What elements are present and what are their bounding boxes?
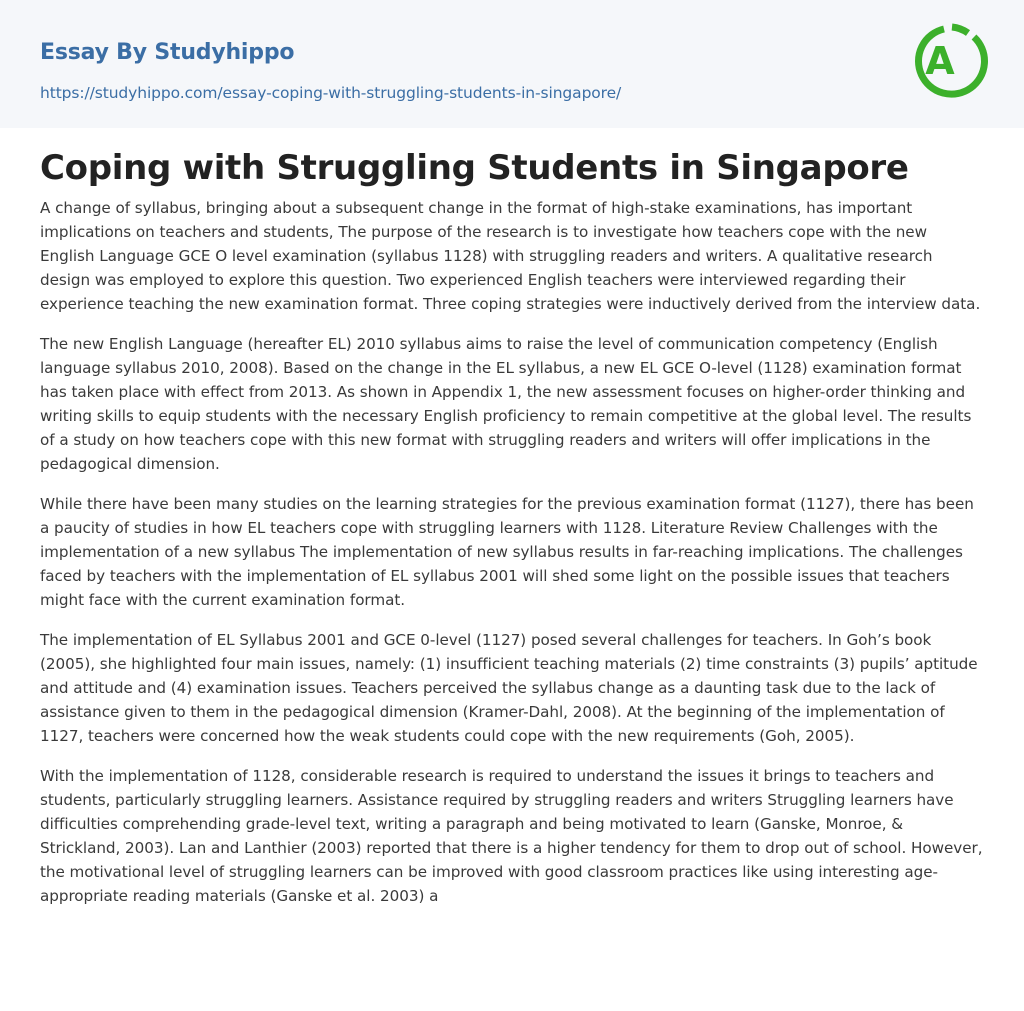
site-title[interactable]: Essay By Studyhippo <box>40 40 295 65</box>
essay-url-link[interactable]: https://studyhippo.com/essay-coping-with-struggling-students-in-singapore/ <box>40 84 622 102</box>
paragraph: A change of syllabus, bringing about a subsequent change in the format of high-stake examinations, has important implications on teachers and students, The purpose of the research is to investigate how teachers cope with the new English Language GCE O level examination (syllabus 1128) with struggling readers and writers. A qualitative research design was employed to explore this question. Two experienced English teachers were interviewed regarding their experience teaching the new examination format. Three coping strategies were inductively derived from the interview data. <box>40 199 981 313</box>
paragraph: While there have been many studies on the learning strategies for the previous examination format (1127), there has been a paucity of studies in how EL teachers cope with struggling learners with 1128. Literature Review Challenges with the implementation of a new syllabus The implementation of new syllabus results in far-reaching implications. The challenges faced by teachers with the implementation of EL syllabus 2001 will shed some light on the possible issues that teachers might face with the current examination format. <box>40 495 974 609</box>
paragraph: The new English Language (hereafter EL) 2010 syllabus aims to raise the level of communication competency (English language syllabus 2010, 2008). Based on the change in the EL syllabus, a new EL GCE O-level (1128) examination format has taken place with effect from 2013. As shown in Appendix 1, the new assessment focuses on higher-order thinking and writing skills to equip students with the necessary English proficiency to remain competitive at the global level. The results of a study on how teachers cope with this new format with struggling readers and writers will offer implications in the pedagogical dimension. <box>40 335 972 473</box>
logo-letter: A <box>925 39 955 83</box>
article <box>40 146 986 924</box>
paragraph: The implementation of EL Syllabus 2001 and GCE 0-level (1127) posed several challenges for teachers. In Goh’s book (2005), she highlighted four main issues, namely: (1) insufficient teaching materials (2) time constraints (3) pupils’ aptitude and attitude and (4) examination issues. Teachers perceived the syllabus change as a daunting task due to the lack of assistance given to them in the pedagogical dimension (Kramer-Dahl, 2008). At the beginning of the implementation of 1127, teachers were concerned how the weak students could cope with the new requirements (Goh, 2005). <box>40 631 978 745</box>
studyhippo-logo-icon[interactable] <box>908 17 988 107</box>
page-title: Coping with Struggling Students in Singapore <box>40 148 909 188</box>
site-header <box>0 0 1024 128</box>
paragraph: With the implementation of 1128, considerable research is required to understand the issues it brings to teachers and students, particularly struggling learners. Assistance required by struggling readers and writers Struggling learners have difficulties comprehending grade-level text, writing a paragraph and being motivated to learn (Ganske, Monroe, & Strickland, 2003). Lan and Lanthier (2003) reported that there is a higher tendency for them to drop out of school. However, the motivational level of struggling learners can be improved with good classroom practices like using interesting age-appropriate reading materials (Ganske et al. 2003) a <box>40 767 983 905</box>
